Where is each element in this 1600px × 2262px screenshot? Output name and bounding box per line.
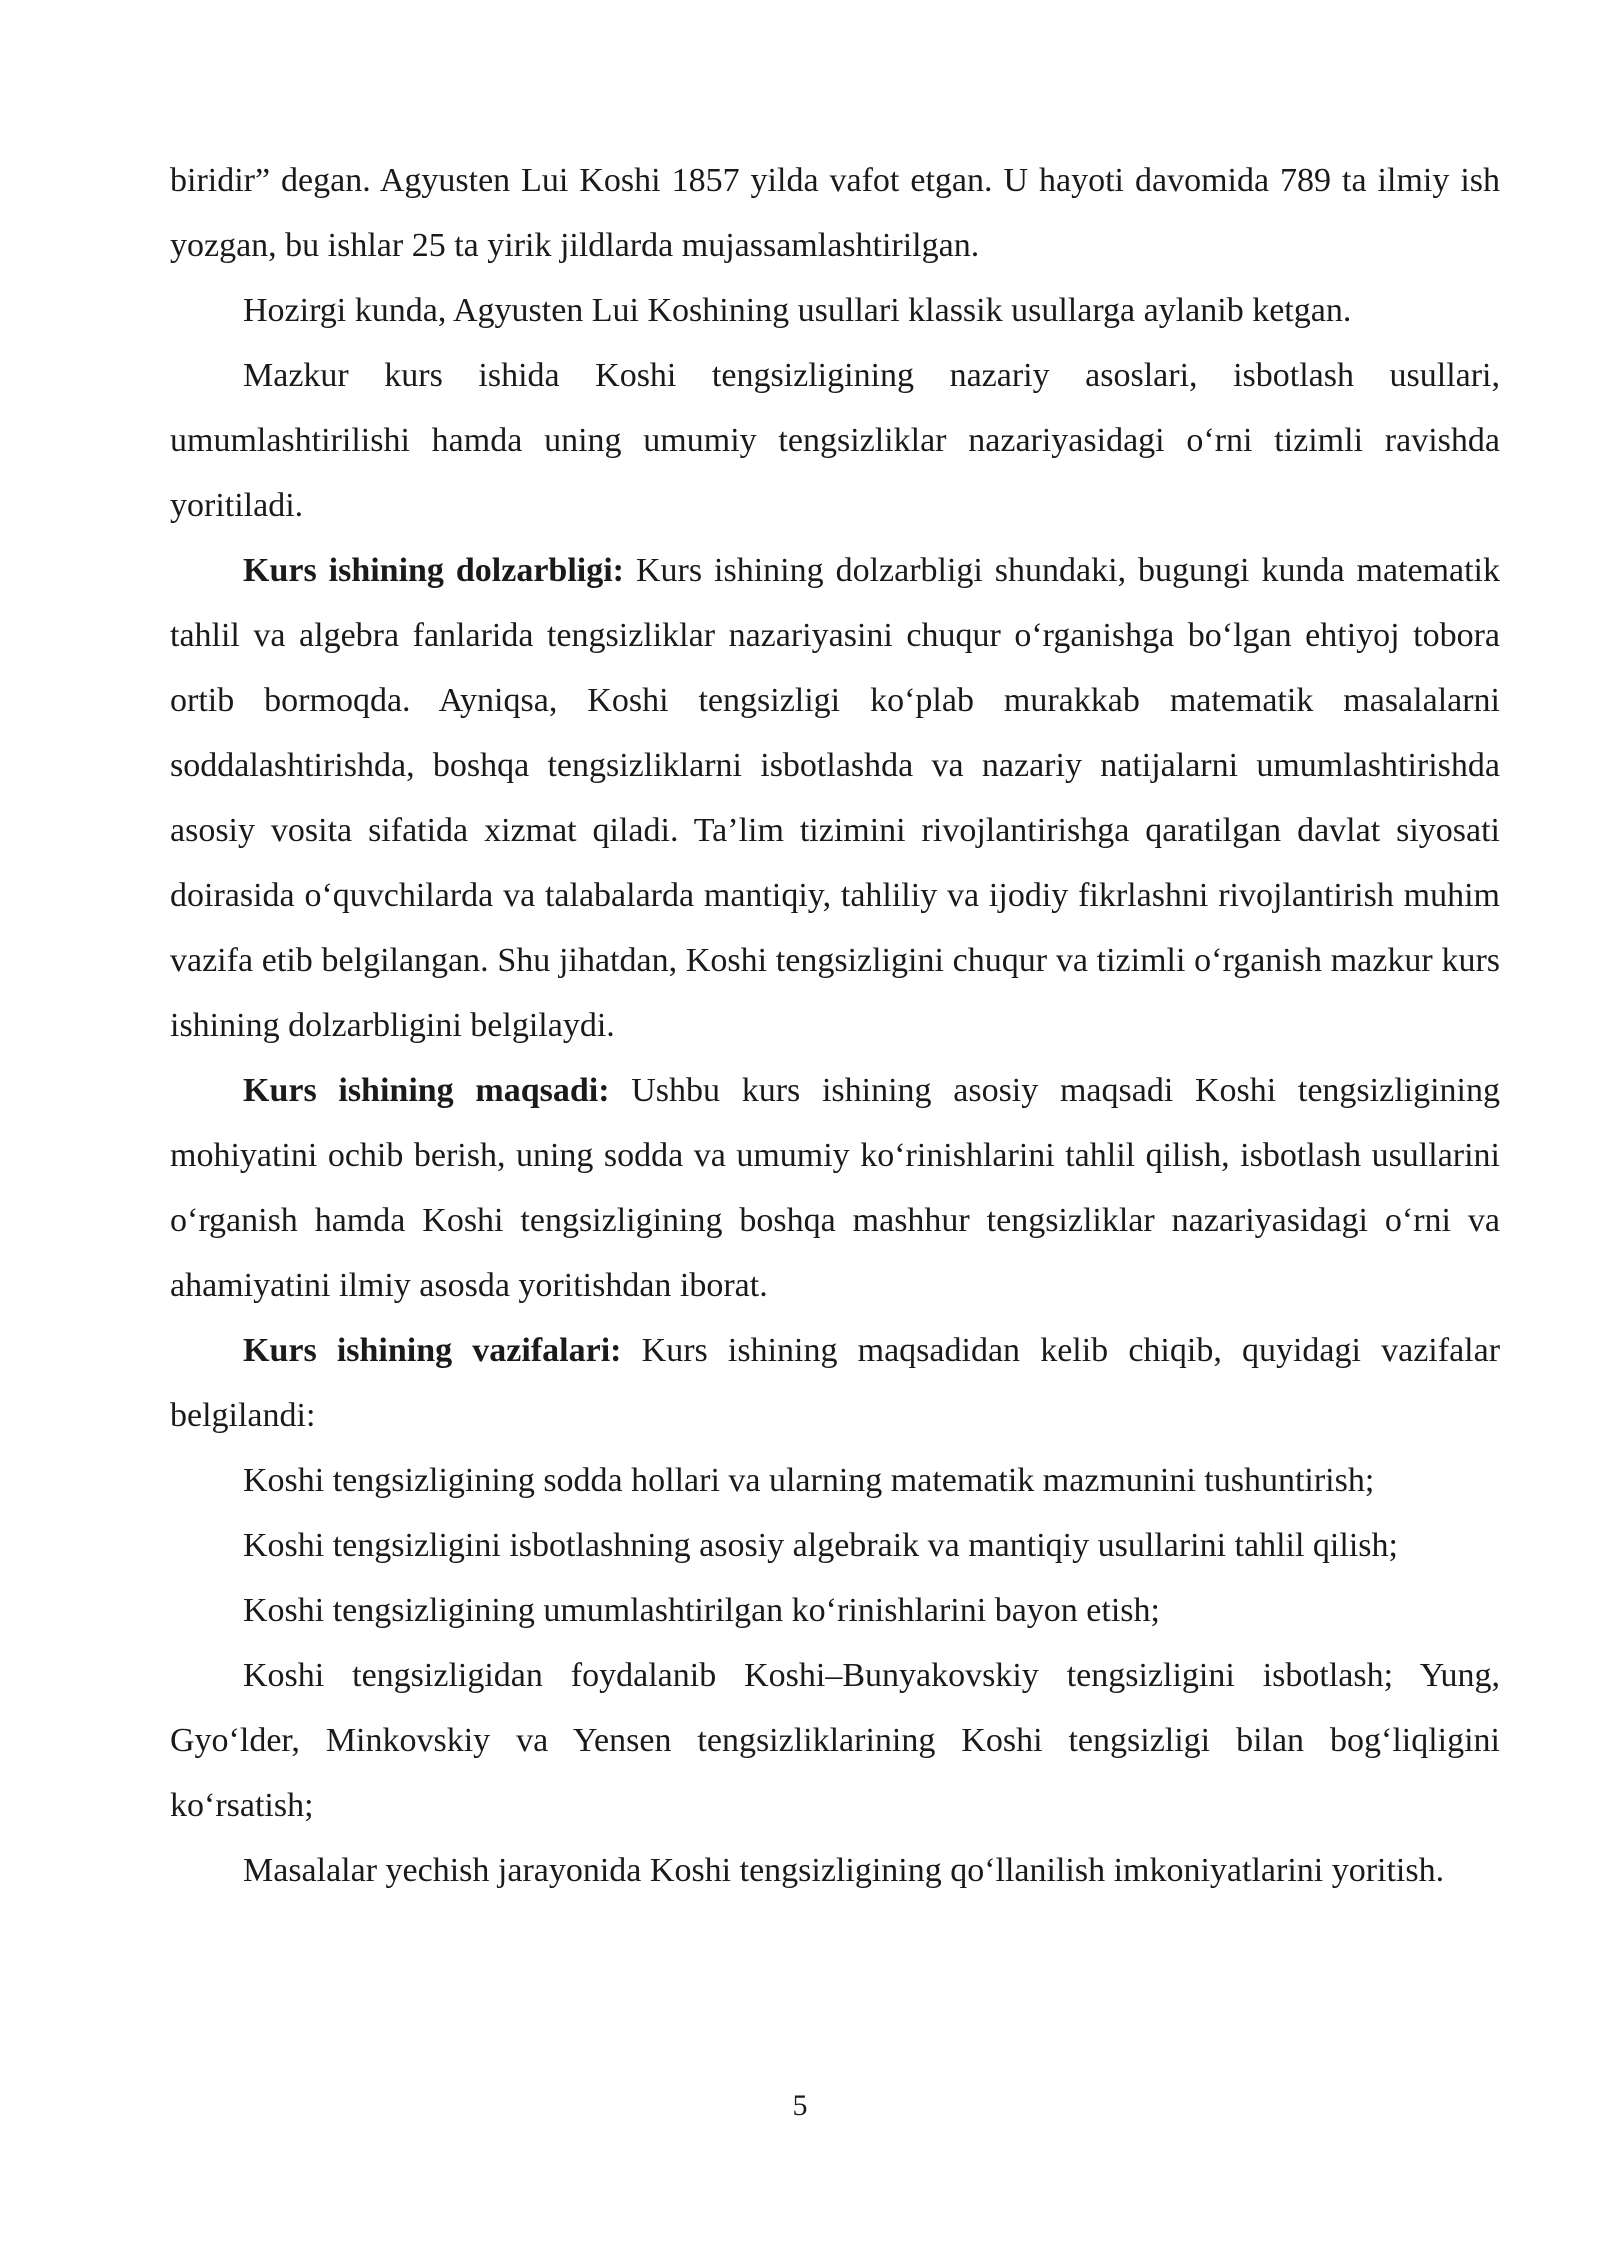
task-text: Koshi tengsizligini isbotlashning asosiy algebraik va mantiqiy usullarini tahlil qilish; (243, 1527, 1398, 1564)
task-item (170, 1643, 1500, 1838)
task-item (170, 1578, 1500, 1643)
paragraph-heading: Kurs ishining dolzarbligi: (243, 552, 624, 589)
paragraph-text: Kurs ishining dolzarbligi shundaki, bugungi kunda matematik tahlil va algebra fanlarida tengsizliklar nazariyasini chuqur o‘rganishga bo‘lgan ehtiyoj tobora ortib bormoqda. Ayniqsa, Koshi tengsizligi ko‘plab murakkab matematik masalalarni soddalashtirishda, boshqa tengsizliklarni isbotlashda va nazariy natijalarni umumlashtirishda asosiy vosita sifatida xizmat qiladi. Ta’lim tizimini rivojlantirishga qaratilgan davlat siyosati doirasida o‘quvchilarda va talabalarda mantiqiy, tahliliy va ijodiy fikrlashni rivojlantirish muhim vazifa etib belgilangan. Shu jihatdan, Koshi tengsizligini chuqur va tizimli o‘rganish mazkur kurs ishining dolzarbligini belgilaydi. (170, 552, 1500, 1044)
paragraph-koshi-biography (170, 148, 1500, 278)
task-text: Koshi tengsizligidan foydalanib Koshi–Bunyakovskiy tengsizligini isbotlash; Yung, Gyo‘lder, Minkovskiy va Yensen tengsizliklarining Koshi tengsizligi bilan bog‘liqligini ko‘rsatish; (170, 1657, 1500, 1824)
task-item (170, 1838, 1500, 1903)
paragraph-classic-methods (170, 278, 1500, 343)
paragraph-text: Mazkur kurs ishida Koshi tengsizligining nazariy asoslari, isbotlash usullari, umumlashtirilishi hamda uning umumiy tengsizliklar nazariyasidagi o‘rni tizimli ravishda yoritiladi. (170, 357, 1500, 524)
paragraph-text: Hozirgi kunda, Agyusten Lui Koshining usullari klassik usullarga aylanib ketgan. (243, 292, 1352, 329)
paragraph-heading: Kurs ishining vazifalari: (243, 1332, 622, 1369)
task-item (170, 1448, 1500, 1513)
paragraph-goal (170, 1058, 1500, 1318)
paragraph-heading: Kurs ishining maqsadi: (243, 1072, 610, 1109)
paragraph-text: Kurs ishining maqsadidan kelib chiqib, quyidagi vazifalar belgilandi: (170, 1332, 1501, 1434)
task-text: Koshi tengsizligining sodda hollari va ularning matematik mazmunini tushuntirish; (243, 1462, 1375, 1499)
page-number: 5 (792, 2089, 808, 2122)
paragraph-text: Ushbu kurs ishining asosiy maqsadi Koshi tengsizligining mohiyatini ochib berish, uning sodda va umumiy ko‘rinishlarini tahlil qilish, isbotlash usullarini o‘rganish hamda Koshi tengsizligining boshqa mashhur tengsizliklar nazariyasidagi o‘rni va ahamiyatini ilmiy asosda yoritishdan iborat. (170, 1072, 1500, 1304)
task-text: Masalalar yechish jarayonida Koshi tengsizligining qo‘llanilish imkoniyatlarini yoritish. (243, 1852, 1445, 1889)
paragraph-text: biridir” degan. Agyusten Lui Koshi 1857 yilda vafot etgan. U hayoti davomida 789 ta ilmiy ish yozgan, bu ishlar 25 ta yirik jildlarda mujassamlashtirilgan. (170, 162, 1500, 264)
paragraph-course-scope (170, 343, 1500, 538)
page-body (170, 148, 1500, 1903)
task-item (170, 1513, 1500, 1578)
paragraph-tasks (170, 1318, 1500, 1448)
paragraph-relevance (170, 538, 1500, 1058)
task-text: Koshi tengsizligining umumlashtirilgan ko‘rinishlarini bayon etish; (243, 1592, 1160, 1629)
